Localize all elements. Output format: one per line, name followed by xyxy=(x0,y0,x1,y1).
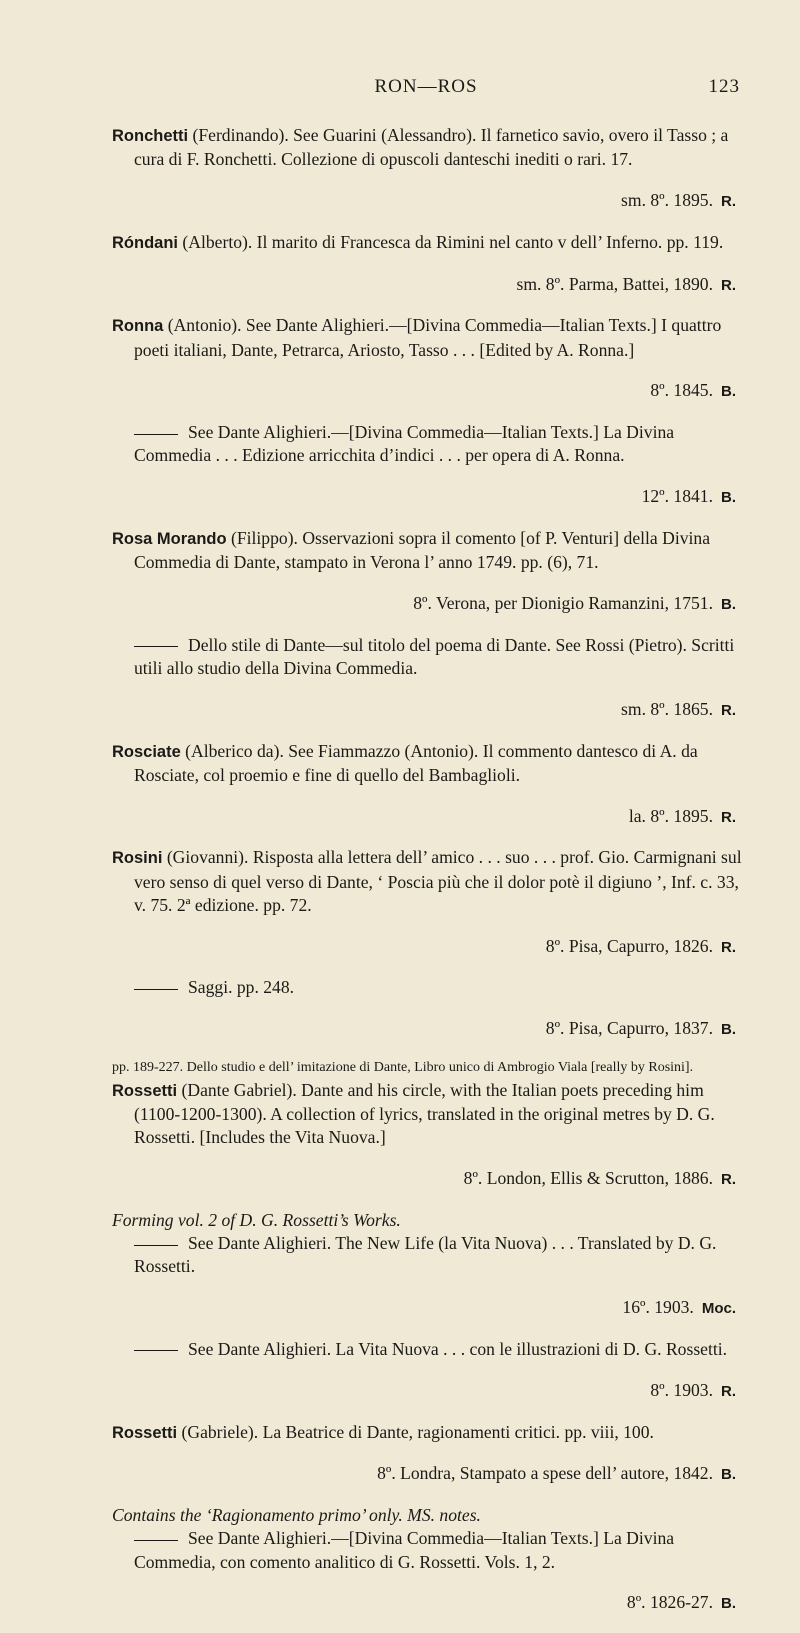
entry-heading: Ronchetti xyxy=(112,127,189,145)
contents-note-text: Contains the ‘Ragionamento primo’ only. MS. notes. xyxy=(112,1505,481,1526)
sub-entry-body: See Dante Alighieri.—[Divina Commedia—Italian Texts.] La Divina Commedia, con comento analitico di G. Rossetti. Vols. 1, 2. xyxy=(134,1528,675,1572)
library-source: R. xyxy=(721,193,736,210)
entry-series-note xyxy=(112,1209,742,1232)
entry-ronna xyxy=(112,314,742,361)
page-number: 123 xyxy=(708,76,740,97)
entry-note: pp. 189-227. Dello studio e dell’ imitazione di Dante, Libro unico di Ambrogio Viala [really by Rosini]. xyxy=(112,1059,694,1075)
entry-imprint: 8º. 1845. xyxy=(650,380,713,401)
entry-rosini xyxy=(112,846,742,917)
entry-ronchetti xyxy=(112,124,742,171)
page-body xyxy=(112,124,742,1633)
entry-imprint: 8º. Pisa, Capurro, 1826. xyxy=(545,935,713,956)
entry-imprint-line xyxy=(112,935,742,959)
entry-imprint-line xyxy=(112,1462,742,1486)
entry-imprint-line xyxy=(112,1167,742,1191)
entry-imprint-line xyxy=(112,273,742,297)
library-source: R. xyxy=(721,938,736,956)
entry-heading: Ronna xyxy=(112,317,164,336)
ditto-dash xyxy=(134,989,178,990)
series-note-text: Forming vol. 2 of D. G. Rossetti’s Works. xyxy=(112,1209,401,1230)
ditto-dash xyxy=(134,1350,178,1351)
entry-heading: Rossetti xyxy=(112,1423,178,1442)
entry-imprint: 8º. Londra, Stampato a spese dell’ autore, 1842. xyxy=(377,1463,713,1484)
sub-entry xyxy=(112,421,742,467)
library-source: B. xyxy=(721,1595,736,1613)
entry-heading: Rossetti xyxy=(112,1081,178,1100)
entry-imprint: 8º. Pisa, Capurro, 1837. xyxy=(545,1018,713,1039)
entry-imprint-line xyxy=(112,592,742,616)
entry-imprint: 8º. London, Ellis & Scrutton, 1886. xyxy=(463,1168,713,1189)
running-header xyxy=(112,76,740,102)
entry-imprint: 8º. Verona, per Dionigio Ramanzini, 1751. xyxy=(413,592,713,613)
sub-entry-body: See Dante Alighieri. La Vita Nuova . . . con le illustrazioni di D. G. Rossetti. xyxy=(188,1338,728,1359)
entry-imprint: 16º. 1903. xyxy=(622,1297,694,1318)
running-title: RON—ROS xyxy=(374,76,478,97)
sub-entry xyxy=(112,1338,742,1361)
library-source: Moc. xyxy=(701,1300,736,1318)
ditto-dash xyxy=(134,434,178,435)
entry-heading: Róndani xyxy=(112,233,178,252)
sub-entry-body: See Dante Alighieri. The New Life (la Vita Nuova) . . . Translated by D. G. Rossetti. xyxy=(134,1233,717,1277)
sub-entry-body: Saggi. pp. 248. xyxy=(188,977,295,998)
entry-imprint-line xyxy=(112,485,742,509)
entry-body: (Filippo). Osservazioni sopra il comento [of P. Venturi] della Divina Commedia di Dante, stampato in Verona l’ anno 1749. pp. (6), 71. xyxy=(134,527,711,573)
entry-imprint-line xyxy=(112,189,742,213)
library-source: R. xyxy=(721,1171,736,1189)
sub-entry xyxy=(112,1232,742,1278)
entry-imprint: sm. 8º. Parma, Battei, 1890. xyxy=(516,273,713,294)
library-source: B. xyxy=(721,1021,736,1039)
library-source: R. xyxy=(721,1382,736,1400)
entry-imprint: sm. 8º. 1895. xyxy=(621,190,713,210)
ditto-dash xyxy=(134,1540,178,1541)
entry-imprint-line xyxy=(112,1296,742,1320)
entry-imprint-line xyxy=(112,379,742,403)
entry-imprint: 12º. 1841. xyxy=(641,486,713,507)
entry-body: (Ferdinando). See Guarini (Alessandro). Il farnetico savio, overo il Tasso ; a cura di F. Ronchetti. Collezione di opuscoli danteschi inediti o rari. 17. xyxy=(134,125,729,170)
entry-imprint-line xyxy=(112,1379,742,1403)
entry-body: (Giovanni). Risposta alla lettera dell’ amico . . . suo . . . prof. Gio. Carmignani sul vero senso di quel verso di Dante, ‘ Poscia più che il dolor potè il digiuno ’, Inf. c. 33, v. 75. 2ª edizione. pp. 72. xyxy=(134,847,742,915)
library-source: B. xyxy=(721,383,736,401)
entry-rosciate xyxy=(112,740,742,787)
entry-imprint: la. 8º. 1895. xyxy=(628,805,713,826)
ditto-dash xyxy=(134,646,178,647)
entry-heading: Rosciate xyxy=(112,742,181,761)
entry-heading: Rosa Morando xyxy=(112,529,227,548)
entry-imprint-line xyxy=(112,698,742,722)
sub-entry xyxy=(112,634,742,680)
entry-rondani xyxy=(112,231,742,255)
entry-heading: Rosini xyxy=(112,849,163,868)
entry-body: (Antonio). See Dante Alighieri.—[Divina Commedia—Italian Texts.] I quattro poeti italiani, Dante, Petrarca, Ariosto, Tasso . . . [Edited by A. Ronna.] xyxy=(134,315,722,360)
entry-imprint-line xyxy=(112,805,742,829)
entry-imprint: 8º. 1826-27. xyxy=(626,1592,713,1613)
entry-imprint: sm. 8º. 1865. xyxy=(621,698,713,719)
entry-body: (Alberico da). See Fiammazzo (Antonio). Il commento dantesco di A. da Rosciate, col proemio e fine di quello del Bambaglioli. xyxy=(134,740,698,785)
entry-imprint-line xyxy=(112,1017,742,1041)
sub-entry xyxy=(112,1527,742,1573)
entry-rosa-morando xyxy=(112,527,742,574)
sub-entry-body: Dello stile di Dante—sul titolo del poema di Dante. See Rossi (Pietro). Scritti utili allo studio della Divina Commedia. xyxy=(134,634,735,678)
entry-imprint: 8º. 1903. xyxy=(650,1379,713,1400)
entry-rossetti-dante-gabriel xyxy=(112,1079,742,1150)
library-source: B. xyxy=(721,595,736,613)
entry-contents-note xyxy=(112,1504,742,1527)
ditto-dash xyxy=(134,1245,178,1246)
entry-imprint-line xyxy=(112,1591,742,1615)
sub-entry-body: See Dante Alighieri.—[Divina Commedia—Italian Texts.] La Divina Commedia . . . Edizione arricchita d’indici . . . per opera di A. Ronna. xyxy=(134,422,675,466)
library-source: B. xyxy=(721,1466,736,1484)
entry-body: (Dante Gabriel). Dante and his circle, with the Italian poets preceding him (1100-1200-1300). A collection of lyrics, translated in the original metres by D. G. Rossetti. [Includes the Vita Nuova.] xyxy=(134,1079,715,1148)
library-source: B. xyxy=(721,489,736,507)
library-source: R. xyxy=(721,808,736,826)
library-source: R. xyxy=(721,276,736,294)
entry-body: (Alberto). Il marito di Francesca da Rimini nel canto v dell’ Inferno. pp. 119. xyxy=(178,231,724,252)
library-source: R. xyxy=(721,701,736,719)
entry-rossetti-gabriele xyxy=(112,1421,742,1445)
entry-body: (Gabriele). La Beatrice di Dante, ragionamenti critici. pp. viii, 100. xyxy=(177,1421,654,1442)
sub-entry xyxy=(112,976,742,999)
